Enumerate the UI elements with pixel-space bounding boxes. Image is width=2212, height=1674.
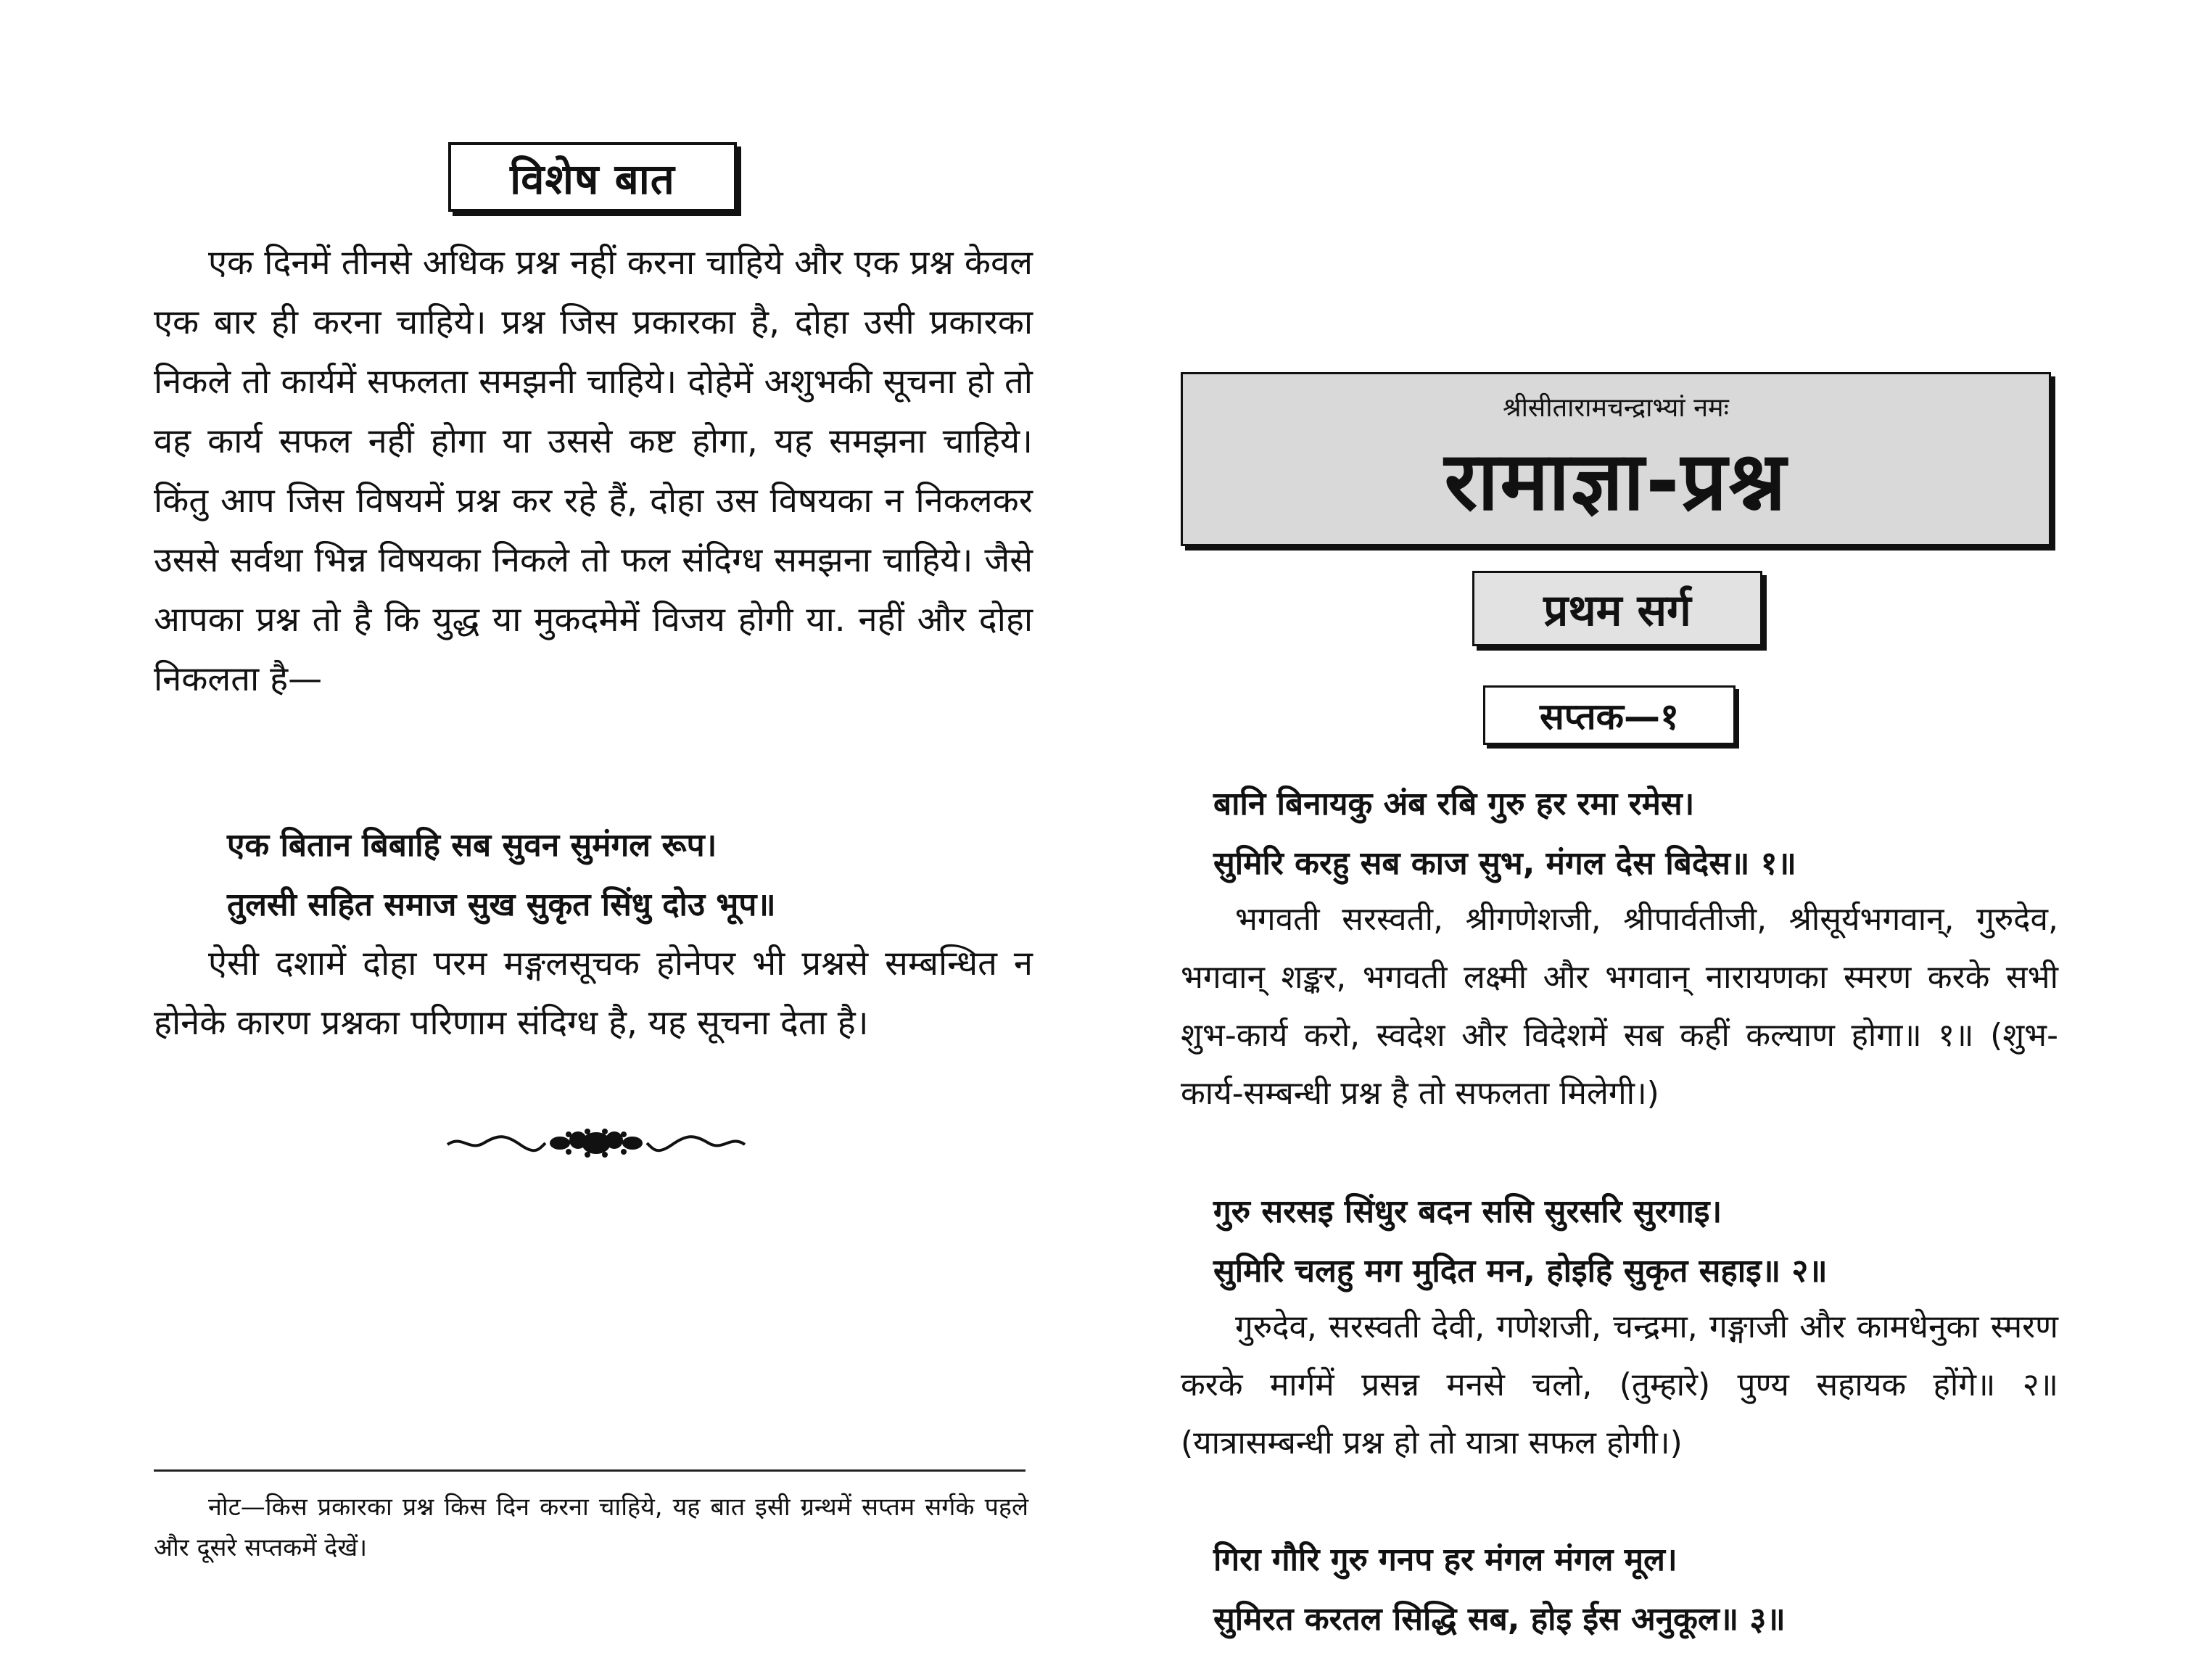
conclusion-paragraph: ऐसी दशामें दोहा परम मङ्गलसूचक होनेपर भी प्रश्नसे सम्बन्धित न होनेके कारण प्रश्नका परिणाम संदिग्ध है, यह सूचना देता है। — [154, 944, 1033, 1043]
right-page — [1106, 0, 2212, 1674]
verse-2-meaning: गुरुदेव, सरस्वती देवी, गणेशजी, चन्द्रमा, गङ्गाजी और कामधेनुका स्मरण करके मार्गमें प्रसन्न मनसे चलो, (तुम्हारे) पुण्य सहायक होंगे॥ २॥ (यात्रासम्बन्धी प्रश्न हो तो यात्रा सफल होगी।) — [1181, 1308, 2058, 1461]
verse-3-line-1: गिरा गौरि गुरु गनप हर मंगल मंगल मूल। — [1213, 1541, 1677, 1578]
verse-1-line-1: बानि बिनायकु अंब रबि गुरु हर रमा रमेस। — [1213, 786, 1695, 822]
book-title: रामाज्ञा-प्रश्न — [1444, 434, 1788, 529]
floral-ornament-icon — [444, 1129, 748, 1158]
verse-2-line-2: सुमिरि चलहु मग मुदित मन, होइहि सुकृत सहाइ॥ २॥ — [1213, 1253, 1828, 1290]
section-heading: सप्तक—१ — [1539, 696, 1680, 738]
special-note-title-box — [448, 142, 737, 212]
chapter-heading-box — [1472, 571, 1762, 646]
example-verse-line-2: तुलसी सहित समाज सुख सुकृत सिंधु दोउ भूप॥ — [227, 886, 776, 923]
section-heading-box — [1483, 685, 1736, 745]
footnote-divider — [154, 1469, 1025, 1472]
instruction-paragraph: एक दिनमें तीनसे अधिक प्रश्न नहीं करना चाहिये और एक प्रश्न केवल एक बार ही करना चाहिये। प्रश्न जिस प्रकारका है, दोहा उसी प्रकारका निकले तो कार्यमें सफलता समझनी चाहिये। दोहेमें अशुभकी सूचना हो तो वह कार्य सफल नहीं होगा या उससे कष्ट होगा, यह समझना चाहिये। किंतु आप जिस विषयमें प्रश्न कर रहे हैं, दोहा उस विषयका न निकलकर उससे सर्वथा भिन्न विषयका निकले तो फल संदिग्ध समझना चाहिये। जैसे आपका प्रश्न तो है कि युद्ध या मुकदमेमें विजय होगी या. नहीं और दोहा निकलता है— — [154, 243, 1033, 699]
example-verse-line-1: एक बितान बिबाहि सब सुवन सुमंगल रूप। — [227, 827, 717, 864]
invocation-line: श्रीसीतारामचन्द्राभ्यां नमः — [1503, 393, 1729, 423]
title-banner — [1181, 372, 2051, 546]
verse-2-line-1: गुरु सरसइ सिंधुर बदन ससि सुरसरि सुरगाइ। — [1213, 1193, 1722, 1230]
footnote: नोट—किस प्रकारका प्रश्न किस दिन करना चाहिये, यह बात इसी ग्रन्थमें सप्तम सर्गके पहले और दूसरे सप्तकमें देखें। — [154, 1493, 1028, 1562]
verse-1-line-2: सुमिरि करहु सब काज सुभ, मंगल देस बिदेस॥ १॥ — [1213, 845, 1796, 882]
verse-1-meaning: भगवती सरस्वती, श्रीगणेशजी, श्रीपार्वतीजी, श्रीसूर्यभगवान्, गुरुदेव, भगवान् शङ्कर, भगवती लक्ष्मी और भगवान् नारायणका स्मरण करके सभी शुभ-कार्य करो, स्वदेश और विदेशमें सब कहीं कल्याण होगा॥ १॥ (शुभ-कार्य-सम्बन्धी प्रश्न है तो सफलता मिलेगी।) — [1181, 901, 2058, 1112]
verse-3-line-2: सुमिरत करतल सिद्धि सब, होइ ईस अनुकूल॥ ३॥ — [1213, 1601, 1786, 1638]
chapter-heading: प्रथम सर्ग — [1543, 585, 1691, 636]
special-note-title: विशेष बात — [510, 154, 675, 204]
